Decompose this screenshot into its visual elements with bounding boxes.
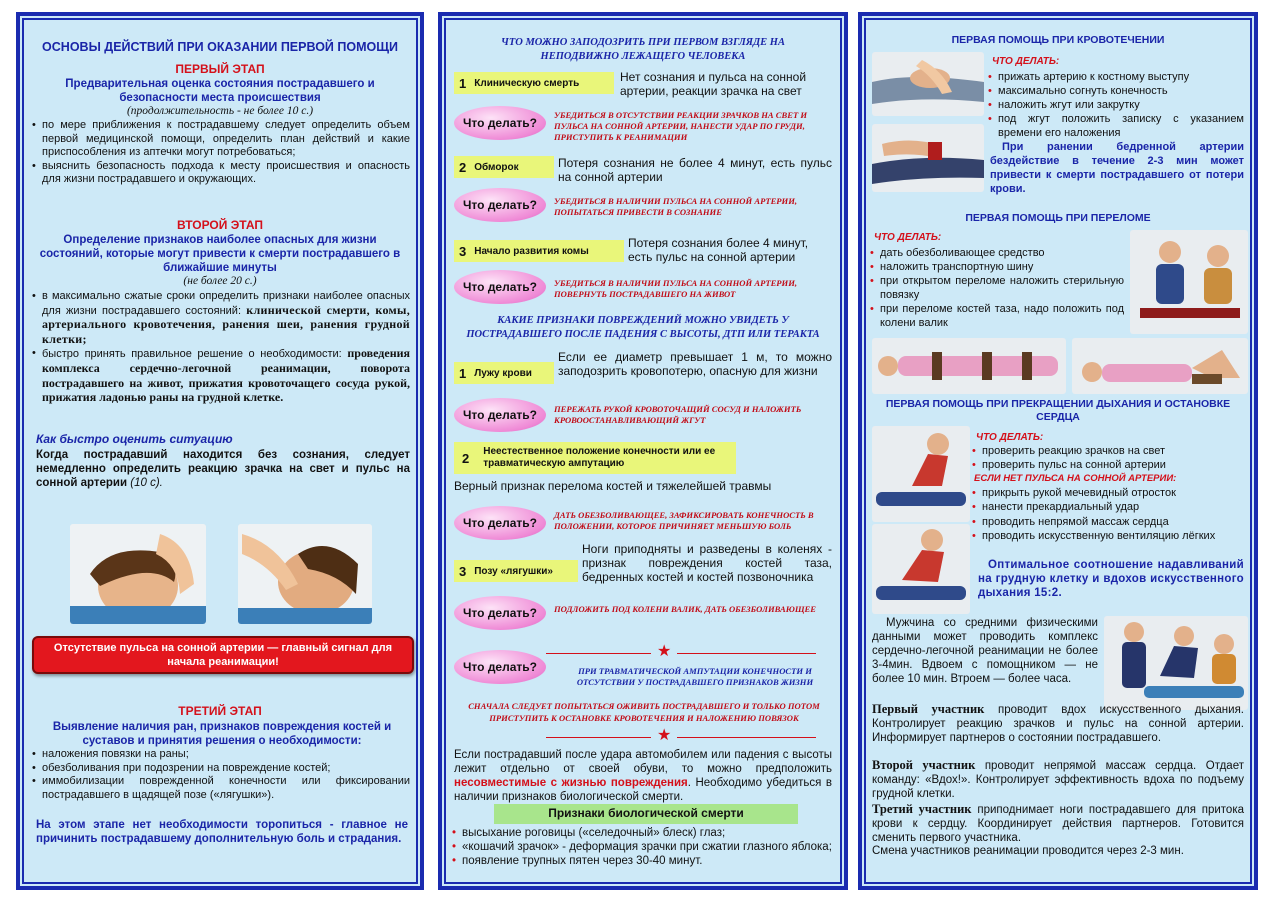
list-item: • проверить пульс на сонной артерии xyxy=(970,458,1244,472)
item-bold: проведения комплекса сердечно-легочной реанимации, поворота пострадавшего на живот, прижатия кровоточащего сосуда рукой, прижатия ладонью раны на грудной клетке. xyxy=(42,346,411,405)
condition-1-desc: Нет сознания и пульса на сонной артерии, реакции зрачка на свет xyxy=(620,70,807,98)
fracture-list xyxy=(868,246,1124,330)
participant-label: Первый участник xyxy=(872,702,985,716)
participant-label: Третий участник xyxy=(872,802,972,816)
number: 3 xyxy=(459,243,467,259)
participant-text: приподнимает ноги пострадавшего для притока крови к сердцу. Координирует действия партнеров. Готовится сменить первого участника. xyxy=(872,804,1245,844)
item-text: в максимально сжатые сроки определить признаки наиболее опасных для жизни пострадавшего состояний: xyxy=(42,290,410,317)
star-icon: ★ xyxy=(651,644,677,660)
todo-label: ЧТО ДЕЛАТЬ: xyxy=(976,432,1044,443)
stage-3-list xyxy=(30,748,410,802)
panel-first-aid xyxy=(860,14,1256,888)
cpr-ratio: Оптимальное соотношение надавливаний на грудную клетку и вдохов искусственного дыхания 15:2. xyxy=(978,559,1244,599)
sign-1-action: ПЕРЕЖАТЬ РУКОЙ КРОВОТОЧАЩИЙ СОСУД И НАЛОЖИТЬ КРОВООСТАНАВЛИВАЮЩИЙ ЖГУТ xyxy=(554,404,802,425)
label: Неестественное положение конечности или ее травматическую ампутацию xyxy=(483,446,716,469)
what-to-do-oval: Что делать? xyxy=(454,650,546,684)
what-to-do-oval: Что делать? xyxy=(454,398,546,432)
stage-3-note: На этом этапе нет необходимости торопиться - главное не причинить пострадавшему дополнительную боль и страдания. xyxy=(36,819,408,845)
team-cpr-illustration xyxy=(1104,616,1248,710)
stage-2-title: ВТОРОЙ ЭТАП xyxy=(177,218,263,232)
frog-pose-illustration xyxy=(1072,338,1248,394)
stage-1-heading: Предварительная оценка состояния пострадавшего и безопасности места происшествия xyxy=(65,78,375,104)
number: 2 xyxy=(459,159,467,175)
list-item: • при открытом переломе наложить стерильную повязку xyxy=(868,274,1124,302)
stage-1-title: ПЕРВЫЙ ЭТАП xyxy=(175,62,265,76)
list-item xyxy=(30,290,410,347)
photo-pulse-check xyxy=(238,524,372,624)
list-item: • выяснить безопасность подхода к месту происшествия и опасность для жизни пострадавшего и окружающих. xyxy=(30,160,410,187)
what-to-do-oval: Что делать? xyxy=(454,188,546,222)
participant-text: проводит вдох искусственного дыхания. Контролирует реакцию зрачков и пульс на сонной артерии. Информирует партнеров о состоянии пострадавшего. xyxy=(872,704,1244,744)
femoral-artery-note: При ранении бедренной артерии бездействие в течение 2-3 мин может привести к смерти пострадавшего от потери крови. xyxy=(990,141,1244,195)
what-to-do-oval: Что делать? xyxy=(454,596,546,630)
section-title-injuries: КАКИЕ ПРИЗНАКИ ПОВРЕЖДЕНИЙ МОЖНО УВИДЕТЬ У ПОСТРАДАВШЕГО ПОСЛЕ ПАДЕНИЯ С ВЫСОТЫ, ДТП ИЛИ ТЕРАКТА xyxy=(466,315,820,340)
divider xyxy=(546,653,816,654)
number: 3 xyxy=(459,563,467,579)
participant-1 xyxy=(872,702,1244,745)
label: Клиническую смерть xyxy=(474,77,580,89)
revive-first-note: СНАЧАЛА СЛЕДУЕТ ПОПЫТАТЬСЯ ОЖИВИТЬ ПОСТРАДАВШЕГО И ТОЛЬКО ПОТОМ ПРИСТУПИТЬ К ОСТАНОВКЕ КРОВОТЕЧЕНИЯ И НАЛОЖЕНИЮ ПОВЯЗОК xyxy=(468,701,820,723)
number: 1 xyxy=(459,365,467,381)
bio-death-list xyxy=(450,826,832,868)
splint-illustration xyxy=(1130,230,1248,334)
participant-label: Второй участник xyxy=(872,758,976,772)
condition-3-desc: Потеря сознания более 4 минут, есть пульс на сонной артерии xyxy=(628,236,809,264)
star-icon: ★ xyxy=(651,728,677,744)
stamina-text: Мужчина со средними физическими данными может проводить комплекс сердечно-легочной реанимации не более 3-4мин. Вдвоем с помощником — не более 10 мин. Втроем — более часа. xyxy=(872,617,1098,685)
list-item: • появление трупных пятен через 30-40 минут. xyxy=(450,854,832,868)
quick-body: Когда пострадавший находится без сознания, следует немедленно определить реакцию зрачка на свет и пульс на сонной артерии xyxy=(36,449,410,489)
list-item: • прижать артерию к костному выступу xyxy=(986,70,1244,84)
stage-2-duration: (не более 20 с.) xyxy=(183,275,257,287)
todo-label: ЧТО ДЕЛАТЬ: xyxy=(874,232,942,243)
photo-cpr-1 xyxy=(872,426,970,522)
cpr-illustration xyxy=(872,426,970,522)
stage-3-heading: Выявление наличия ран, признаков повреждения костей и суставов и принятия решения о необходимости: xyxy=(52,721,392,747)
label: Обморок xyxy=(474,161,519,173)
text-emphasis: несовместимые с жизнью повреждения xyxy=(454,777,688,789)
list-item: • нанести прекардиальный удар xyxy=(970,500,1244,514)
sign-3-action: ПОДЛОЖИТЬ ПОД КОЛЕНИ ВАЛИК, ДАТЬ ОБЕЗБОЛИВАЮЩЕЕ xyxy=(554,604,816,614)
stage-1-list xyxy=(30,119,410,187)
photo-tourniquet xyxy=(872,124,984,192)
photo-cpr-2 xyxy=(872,524,970,614)
list-item: • «кошачий зрачок» - деформация зрачки при сжатии глазного яблока; xyxy=(450,840,832,854)
sign-1-desc: Если ее диаметр превышает 1 м, то можно заподозрить кровопотерю, опасную для жизни xyxy=(558,350,832,378)
number: 1 xyxy=(459,75,467,91)
cpr-title: ПЕРВАЯ ПОМОЩЬ ПРИ ПРЕКРАЩЕНИИ ДЫХАНИЯ И ОСТАНОВКЕ СЕРДЦА xyxy=(885,398,1231,423)
photo-frog-pose xyxy=(1072,338,1248,394)
what-to-do-oval: Что делать? xyxy=(454,106,546,140)
list-item: • при переломе костей таза, надо положить под колени валик xyxy=(868,302,1124,330)
no-pulse-label: ЕСЛИ НЕТ ПУЛЬСА НА СОННОЙ АРТЕРИИ: xyxy=(974,473,1177,484)
list-item: • высыхание роговицы («селедочный» блеск) глаз; xyxy=(450,826,832,840)
bleeding-list xyxy=(986,70,1244,140)
list-item xyxy=(30,347,410,405)
rescue-breath-illustration xyxy=(872,524,970,614)
stage-2-heading: Определение признаков наиболее опасных для жизни состояний, которые могут привести к смерти пострадавшего в ближайшие минуты xyxy=(39,234,401,274)
quick-text xyxy=(36,448,410,490)
list-item: • прикрыть рукой мечевидный отросток xyxy=(970,486,1244,500)
quick-time: (10 с). xyxy=(130,477,163,489)
sign-3-desc: Ноги приподняты и разведены в коленях - признак повреждения костей таза, бедренных костей и костей позвоночника xyxy=(582,542,832,584)
cpr-action-list xyxy=(970,486,1244,544)
sign-3 xyxy=(454,560,578,582)
list-item: • дать обезболивающее средство xyxy=(868,246,1124,260)
artery-press-illustration xyxy=(872,52,984,116)
condition-2 xyxy=(454,156,554,178)
item-bold: клинической смерти, комы, артериального кровотечения, ранения шеи, ранения грудной клетки; xyxy=(42,302,410,346)
boy-face-illustration xyxy=(70,524,206,624)
sign-2 xyxy=(454,442,736,474)
list-item: • по мере приближения к пострадавшему следует определить объем первой медицинской помощи, определить план действий и какие приспособления из аптечки могут потребоваться; xyxy=(30,119,410,160)
sign-1 xyxy=(454,362,554,384)
list-item: • под жгут положить записку с указанием времени его наложения xyxy=(986,112,1244,140)
stage-1-duration: (продолжительность - не более 10 с.) xyxy=(126,105,314,117)
list-item: • обезболивания при подозрении на повреждение костей; xyxy=(30,762,410,776)
list-item: • иммобилизации поврежденной конечности или фиксировании пострадавшего в щадящей позе («лягушки»). xyxy=(30,775,410,802)
list-item: • проверить реакцию зрачков на свет xyxy=(970,444,1244,458)
immobilization-illustration xyxy=(872,338,1066,394)
condition-2-action: УБЕДИТЬСЯ В НАЛИЧИИ ПУЛЬСА НА СОННОЙ АРТЕРИИ, ПОПЫТАТЬСЯ ПРИВЕСТИ В СОЗНАНИЕ xyxy=(554,196,798,217)
photo-team-cpr xyxy=(1104,616,1248,710)
panel-title: ЧТО МОЖНО ЗАПОДОЗРИТЬ ПРИ ПЕРВОМ ВЗГЛЯДЕ НА НЕПОДВИЖНО ЛЕЖАЩЕГО ЧЕЛОВЕКА xyxy=(501,37,785,62)
photo-pupil-check xyxy=(70,524,206,624)
label: Лужу крови xyxy=(474,367,532,379)
alert-no-pulse: Отсутствие пульса на сонной артерии — главный сигнал для начала реанимации! xyxy=(32,636,414,674)
sign-2-desc: Верный признак перелома костей и тяжелейшей травмы xyxy=(454,479,772,493)
photo-artery-press xyxy=(872,52,984,116)
text-part: Если пострадавший после удара автомобилем или падения с высоты лежит отдельно от своей обуви, то можно предположить xyxy=(454,749,832,775)
condition-3 xyxy=(454,240,624,262)
condition-1-action: УБЕДИТЬСЯ В ОТСУТСТВИИ РЕАКЦИИ ЗРАЧКОВ НА СВЕТ И ПУЛЬСА НА СОННОЙ АРТЕРИИ, НАНЕСТИ УДАР ПО ГРУДИ, ПРИСТУПИТЬ К РЕАНИМАЦИИ xyxy=(554,110,808,142)
participant-2 xyxy=(872,758,1244,801)
car-impact-text xyxy=(454,748,832,804)
participant-3 xyxy=(872,802,1244,845)
amputation-note: ПРИ ТРАВМАТИЧЕСКОЙ АМПУТАЦИИ КОНЕЧНОСТИ И ОТСУТСТВИИ У ПОСТРАДАВШЕГО ПРИЗНАКОВ ЖИЗНИ xyxy=(576,666,814,687)
divider xyxy=(546,737,816,738)
tourniquet-illustration xyxy=(872,124,984,192)
what-to-do-oval: Что делать? xyxy=(454,270,546,304)
sign-2-action: ДАТЬ ОБЕЗБОЛИВАЮЩЕЕ, ЗАФИКСИРОВАТЬ КОНЕЧНОСТЬ В ПОЛОЖЕНИИ, КОТОРОЕ ПРИЧИНЯЕТ МЕНЬШУЮ БОЛЬ xyxy=(554,510,814,531)
fracture-title: ПЕРВАЯ ПОМОЩЬ ПРИ ПЕРЕЛОМЕ xyxy=(965,212,1151,224)
photo-splint xyxy=(1130,230,1248,334)
panel-suspect xyxy=(440,14,846,888)
condition-1 xyxy=(454,72,614,94)
label: Позу «лягушки» xyxy=(474,565,553,577)
cpr-check-list xyxy=(970,444,1244,472)
todo-label: ЧТО ДЕЛАТЬ: xyxy=(992,56,1060,67)
stage-3-title: ТРЕТИЙ ЭТАП xyxy=(178,704,262,718)
list-item: • наложить транспортную шину xyxy=(868,260,1124,274)
list-item: • максимально согнуть конечность xyxy=(986,84,1244,98)
panel-basics xyxy=(18,14,422,888)
condition-2-desc: Потеря сознания не более 4 минут, есть пульс на сонной артерии xyxy=(558,156,832,184)
list-item: • наложения повязки на раны; xyxy=(30,748,410,762)
participant-text: проводит непрямой массаж сердца. Отдает команду: «Вдох!». Контролирует эффективность вдоха по подъему грудной клетки. xyxy=(872,760,1244,800)
stage-2-list xyxy=(30,290,410,406)
quick-heading: Как быстро оценить ситуацию xyxy=(36,432,233,446)
condition-3-action: УБЕДИТЬСЯ В НАЛИЧИИ ПУЛЬСА НА СОННОЙ АРТЕРИИ, ПОВЕРНУТЬ ПОСТРАДАВШЕГО НА ЖИВОТ xyxy=(554,278,798,299)
pulse-illustration xyxy=(238,524,372,624)
list-item: • проводить искусственную вентиляцию лёгких xyxy=(970,529,1244,543)
text-part: . Необходимо убедиться в наличии признаков биологической смерти. xyxy=(454,777,832,803)
bio-death-title: Признаки биологической смерти xyxy=(494,804,798,824)
number: 2 xyxy=(462,450,470,466)
what-to-do-oval: Что делать? xyxy=(454,506,546,540)
bleeding-title: ПЕРВАЯ ПОМОЩЬ ПРИ КРОВОТЕЧЕНИИ xyxy=(951,34,1165,46)
panel-title: ОСНОВЫ ДЕЙСТВИЙ ПРИ ОКАЗАНИИ ПЕРВОЙ ПОМОЩИ xyxy=(42,40,398,54)
rotation-note: Смена участников реанимации проводится через 2-3 мин. xyxy=(872,845,1184,857)
photo-immobilization xyxy=(872,338,1066,394)
list-item: • наложить жгут или закрутку xyxy=(986,98,1244,112)
item-text: быстро принять правильное решение о необходимости: xyxy=(42,348,342,361)
list-item: • проводить непрямой массаж сердца xyxy=(970,515,1244,529)
label: Начало развития комы xyxy=(474,245,589,257)
